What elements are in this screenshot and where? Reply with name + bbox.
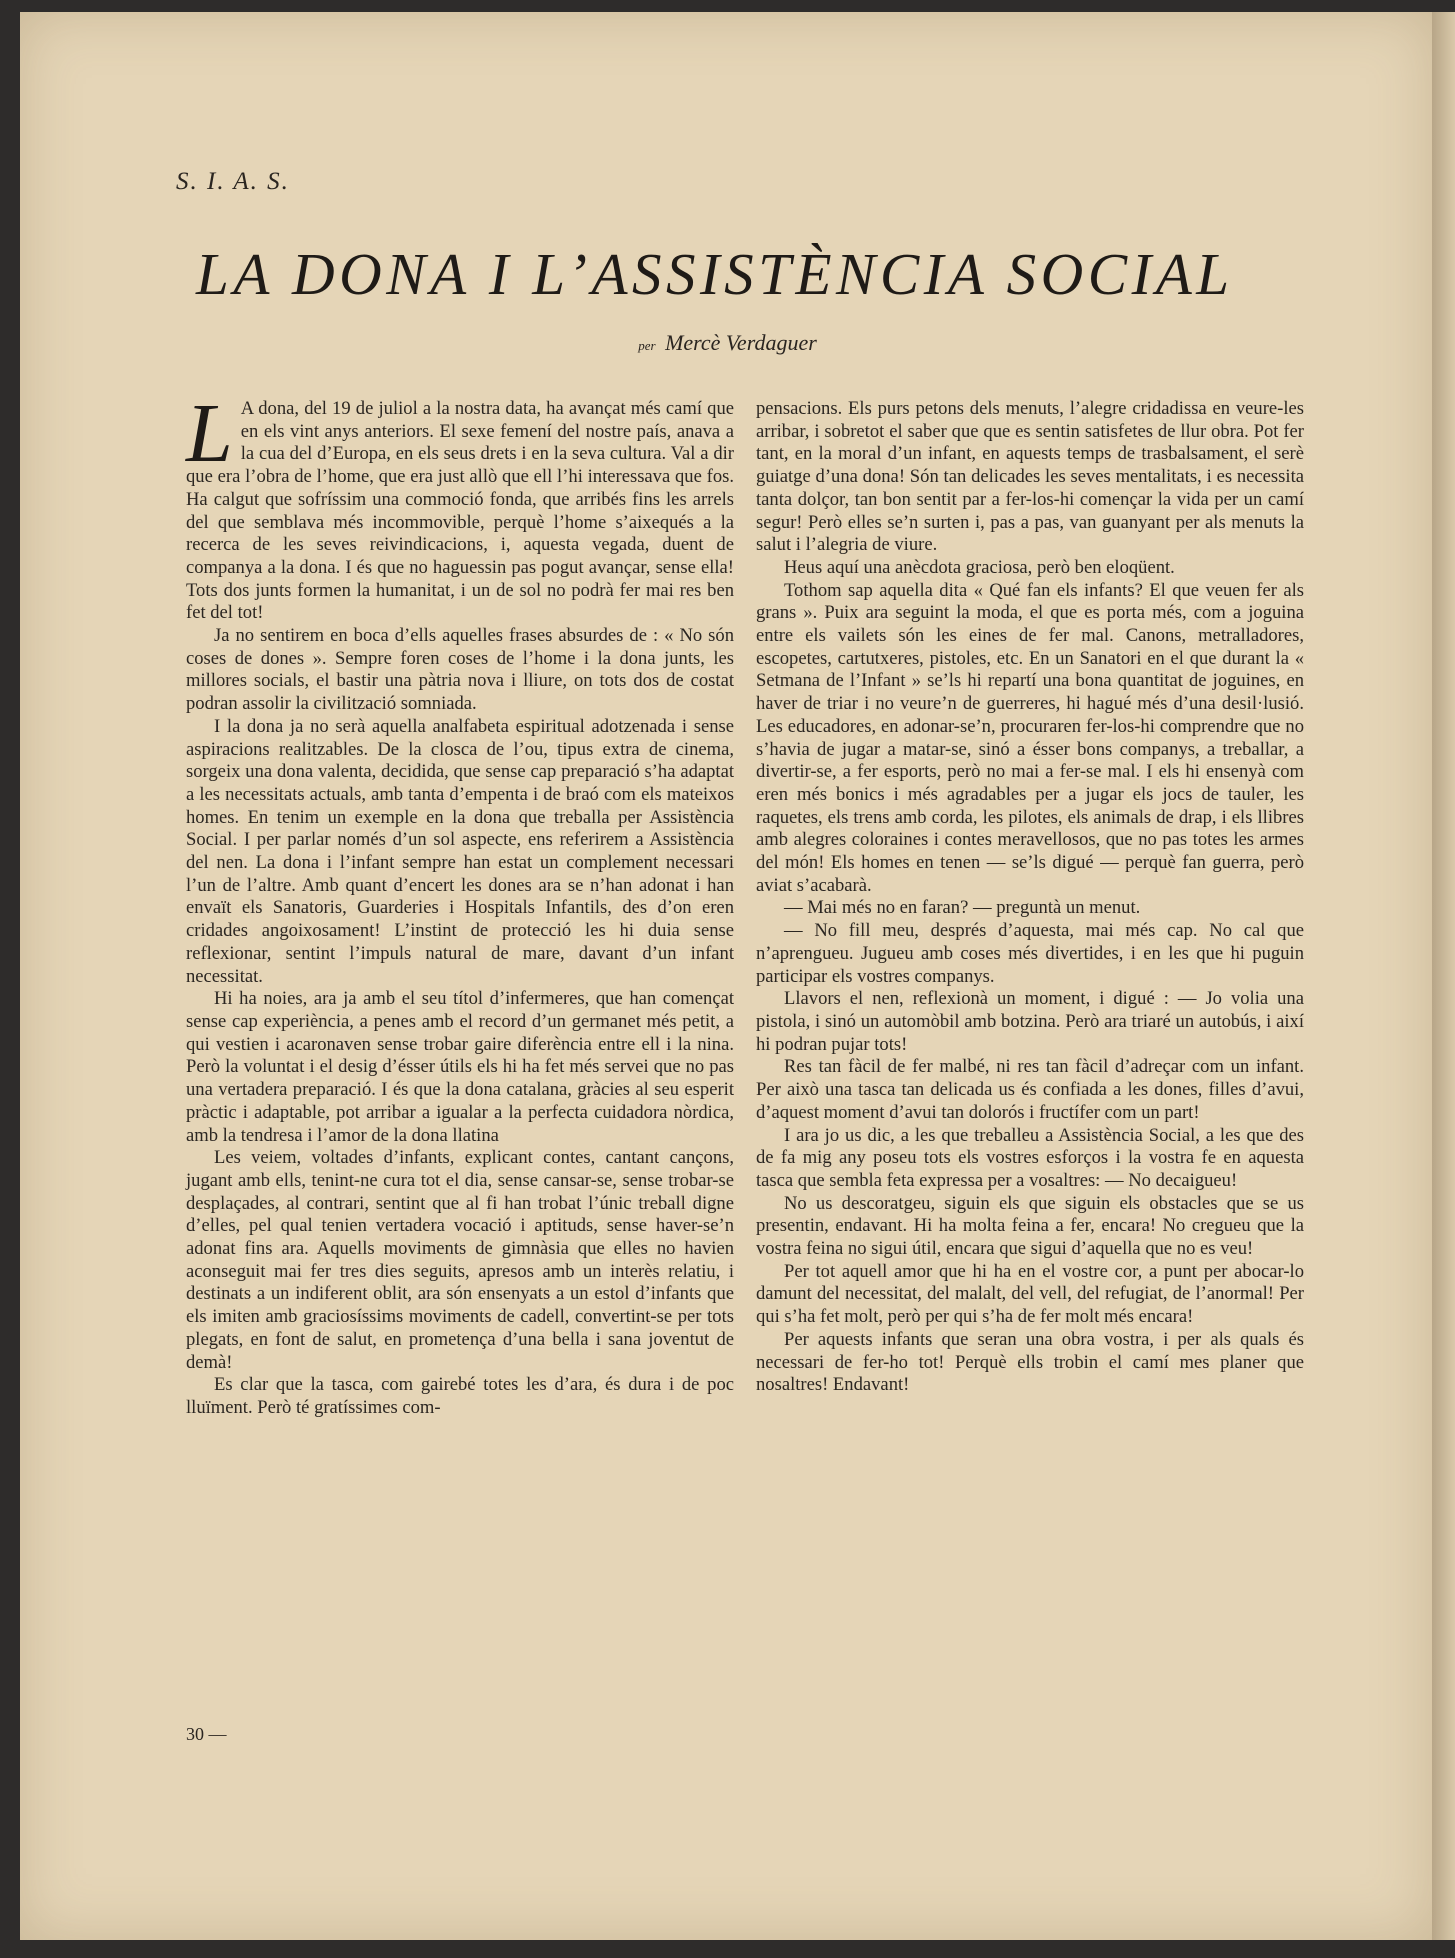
- text-column-left: [186, 387, 734, 1420]
- paragraph: Per aquests infants que seran una obra vostra, i per als quals és necessari de fer-ho tot! Perquè ells trobin el camí mes planer que nosaltres! Endavant!: [756, 1328, 1304, 1396]
- paragraph: I la dona ja no serà aquella analfabeta espiritual adotzenada i sense aspiracions realitzables. De la closca de l’ou, tipus extra de cinema, sorgeix una dona valenta, decidida, que sense cap preparació s’ha adaptat a les necessitats actuals, amb tanta d’empenta i de braó com els mateixos homes. En tenim un exemple en la dona que treballa per Assistència Social. I per parlar només d’un sol aspecte, ens referirem a Assistència del nen. La dona i l’infant sempre han estat un complement necessari l’un de l’altre. Amb quant d’encert les dones ara se n’han adonat i han envaït els Sanatoris, Guarderies i Hospitals Infantils, des d’on eren cridades angoixosament! L’instint de protecció les hi duia sense reflexionar, sentint l’impuls natural de mare, davant d’un infant necessitat.: [186, 715, 734, 987]
- paragraph: Res tan fàcil de fer malbé, ni res tan fàcil d’adreçar com un infant. Per això una tasca tan delicada us és confiada a les dones, filles d’avui, d’aquest moment d’avui tan dolorós i fructífer com un part!: [756, 1056, 1304, 1123]
- page-number: 30 —: [186, 1724, 227, 1744]
- paragraph: Llavors el nen, reflexionà un moment, i digué : — Jo volia una pistola, i sinó un automòbil amb botzina. Però ara triaré un autobús, i així hi podran pujar tots!: [756, 988, 1304, 1055]
- byline-prefix: per: [638, 338, 656, 353]
- author-name: Mercè Verdaguer: [665, 330, 817, 355]
- paragraph: I ara jo us dic, a les que treballeu a Assistència Social, a les que des de fa mig any poseu tots els vostres esforços i la vostra fe en aquesta tasca que sembla feta expressa per a vosaltres: — No decaigueu!: [756, 1124, 1304, 1191]
- paragraph: — No fill meu, després d’aquesta, mai més cap. No cal que n’aprengueu. Jugueu amb coses més divertides, i en les que hi puguin participar els vostres companys.: [756, 920, 1304, 987]
- page-spine: [1432, 12, 1455, 1940]
- article-title: LA DONA I L’ASSISTÈNCIA SOCIAL: [196, 241, 1234, 307]
- paragraph: — Mai més no en faran? — preguntà un menut.: [784, 897, 1141, 919]
- section-label: S. I. A. S.: [176, 168, 290, 195]
- paragraph: No us descoratgeu, siguin els que siguin els obstacles que se us presentin, endavant. Hi ha molta feina a fer, encara! No cregueu que la vostra feina no sigui útil, encara que sigui d’aquella que no es veu!: [756, 1192, 1304, 1260]
- paragraph: [186, 387, 734, 625]
- paragraph-text: A dona, del 19 de juliol a la nostra data, ha avançat més camí que en els vint anys anteriors. El sexe femení del nostre país, anava a la cua del d’Europa, en els seus drets i en la seva cultura. Val a dir que era l’obra de l’home, que era just allò que ell l’hi interessava que fos. Ha calgut que sofríssim una commoció fonda, que arribés fins les arrels del que semblava més incommovible, perquè l’home s’aixequés a la recerca de les seves reivindicacions, i, aquesta vegada, duent de companya a la dona. I és que no haguessin pas pogut avançar, sense ella! Tots dos junts formen la humanitat, i un de sol no podrà fer mai res ben fet del tot!: [186, 398, 734, 624]
- paragraph: Les veiem, voltades d’infants, explicant contes, cantant cançons, jugant amb ells, tenint-ne cura tot el dia, sense cansar-se, sense trobar-se desplaçades, al contrari, sentint que al fi han trobat l’únic treball digne d’elles, pel qual tenien vertadera vocació i aptituds, sense haver-se’n adonat fins ara. Aquells moviments de gimnàsia que elles no havien aconseguit mai fer tres dies seguits, apresos amb un interès relatiu, i destinats a un indiferent oblit, ara són ensenyats a un estol d’infants que els imiten amb graciosíssims moviments de cadell, convertint-se per tots plegats, en font de salut, en prometença d’una bella i sana joventut de demà!: [186, 1147, 734, 1373]
- drop-cap: L: [186, 387, 233, 480]
- paragraph: Hi ha noies, ara ja amb el seu títol d’infermeres, que han començat sense cap experiència, a penes amb el record d’un germanet més petit, a qui vestien i acaronaven sense trobar gaire diferència entre ell i la nina. Però la voluntat i el desig d’ésser útils els hi ha fet més servei que no pas una vertadera preparació. I és que la dona catalana, gràcies al seu esperit pràctic i adaptable, pot arribar a igualar a la perfecta cuidadora nòrdica, amb la tendresa i l’amor de la dona llatina: [186, 988, 734, 1146]
- paragraph: pensacions. Els purs petons dels menuts, l’alegre cridadissa en veure-les arribar, i sobretot el saber que que es sentin satisfetes de llur obra. Pot fer tant, en la moral d’un infant, en aquests temps de trasbalsament, el serè guiatge d’una dona! Són tan delicades les seves mentalitats, i es necessita tanta dolçor, tan bon sentit par a fer-los-hi començar la vida per un camí segur! Però elles se’n surten i, pas a pas, van guanyant per als menuts la salut i l’alegria de viure.: [756, 398, 1304, 556]
- text-column-right: [756, 398, 1304, 1397]
- paragraph: Ja no sentirem en boca d’ells aquelles frases absurdes de : « No són coses de dones ». Sempre foren coses de l’home i la dona junts, les millores socials, el bastir una pàtria nova i lliure, on tots dos de costat podran assolir la civilització somniada.: [186, 625, 734, 715]
- paragraph: Tothom sap aquella dita « Qué fan els infants? El que veuen fer als grans ». Puix ara seguint la moda, el que es porta més, com a joguina entre els vailets són les eines de fer mal. Canons, metralladores, escopetes, cartutxeres, pistoles, etc. En un Sanatori en el que durant la « Setmana de l’Infant » se’ls hi repartí una bona quantitat de joguines, en haver de triar i no veure’n de guerreres, hi hagué més d’una desil·lusió. Les educadores, en adonar-se’n, procuraren fer-los-hi comprendre que no s’havia de jugar a matar-se, sinó a ésser bons companys, a treballar, a divertir-se, a fer esports, però no mai a fer-se mal. I els hi ensenyà com eren més bonics i més agradables per a jugar els jocs de tauler, les raquetes, els trens amb corda, les pilotes, els animals de drap, i els llibres amb alegres coloraines i contes meravellosos, que no pas totes les armes del món! Els homes en tenen — se’ls digué — perquè fan guerra, però aviat s’acabarà.: [756, 579, 1304, 896]
- paragraph: Es clar que la tasca, com gairebé totes les d’ara, és dura i de poc lluïment. Però té gratíssimes com-: [186, 1374, 734, 1418]
- paragraph: Per tot aquell amor que hi ha en el vostre cor, a punt per abocar-lo damunt del necessitat, del malalt, del vell, del refugiat, de l’anormal! Per qui s’ha fet molt, però per qui s’ha de fer molt més encara!: [756, 1260, 1304, 1328]
- byline: [0, 330, 1455, 356]
- paragraph: Heus aquí una anècdota graciosa, però ben eloqüent.: [784, 556, 1175, 578]
